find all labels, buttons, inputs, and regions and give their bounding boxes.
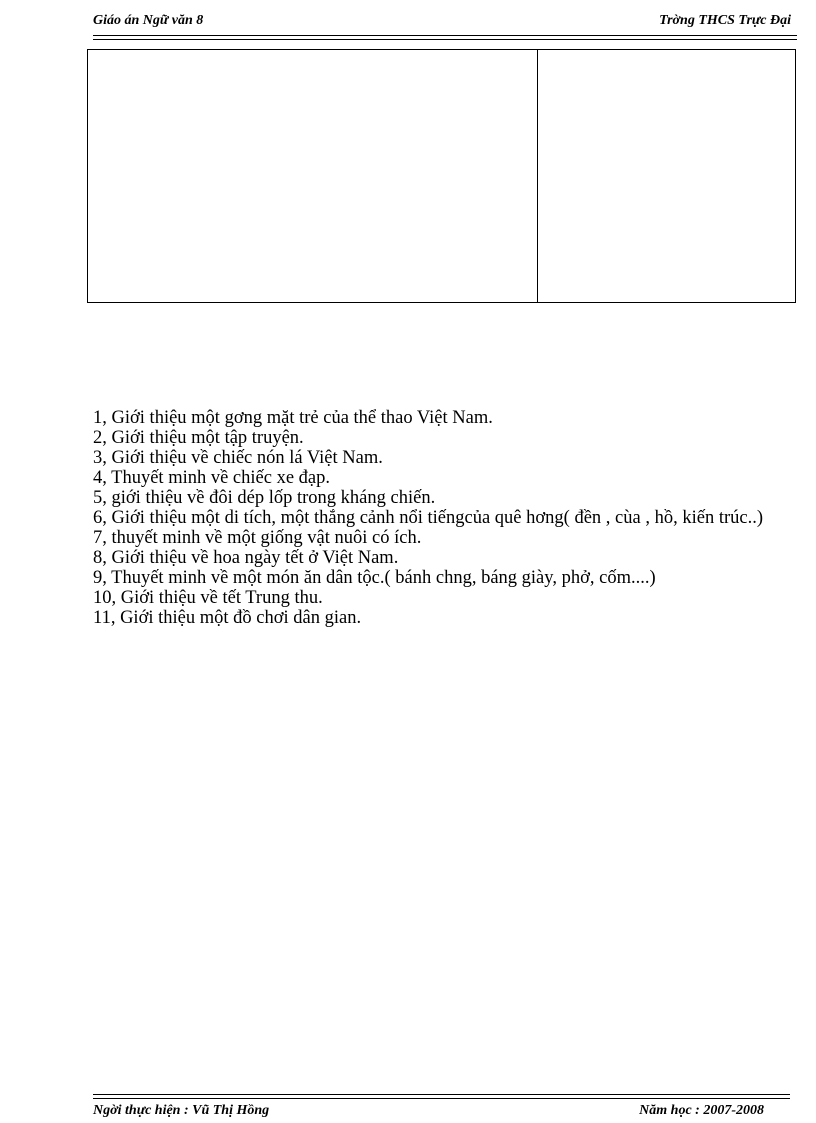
topic-item: 3, Giới thiệu về chiếc nón lá Việt Nam. bbox=[93, 448, 383, 468]
footer-author: Ngời thực hiện : Vũ Thị Hồng bbox=[93, 1103, 270, 1118]
footer-rule bbox=[93, 1094, 790, 1099]
topic-item: 7, thuyết minh về một giống vật nuôi có ích. bbox=[93, 528, 422, 548]
topic-item: 8, Giới thiệu về hoa ngày tết ở Việt Nam. bbox=[93, 548, 399, 568]
header-subject: Giáo án Ngữ văn 8 bbox=[93, 13, 204, 28]
topic-item: 10, Giới thiệu về tết Trung thu. bbox=[93, 588, 323, 608]
lesson-table-left-cell bbox=[88, 50, 538, 302]
topic-item: 6, Giới thiệu một di tích, một thắng cảnh nổi tiếngcủa quê hơng( đền , cùa , hồ, kiến trúc..) bbox=[93, 508, 763, 528]
topic-item: 9, Thuyết minh về một món ăn dân tộc.( bánh chng, báng giày, phở, cốm....) bbox=[93, 568, 656, 588]
topic-list bbox=[93, 408, 793, 628]
lesson-table-right-cell bbox=[538, 50, 795, 302]
footer-school-year: Năm học : 2007-2008 bbox=[639, 1103, 764, 1118]
header-school: Trờng THCS Trực Đại bbox=[659, 13, 791, 28]
topic-item: 1, Giới thiệu một gơng mặt trẻ của thể thao Việt Nam. bbox=[93, 408, 493, 428]
topic-item: 2, Giới thiệu một tập truyện. bbox=[93, 428, 304, 448]
topic-item: 11, Giới thiệu một đồ chơi dân gian. bbox=[93, 608, 362, 628]
header-rule bbox=[93, 35, 797, 40]
lesson-table bbox=[87, 49, 796, 303]
topic-item: 4, Thuyết minh về chiếc xe đạp. bbox=[93, 468, 331, 488]
topic-item: 5, giới thiệu về đôi dép lốp trong kháng chiến. bbox=[93, 488, 436, 508]
